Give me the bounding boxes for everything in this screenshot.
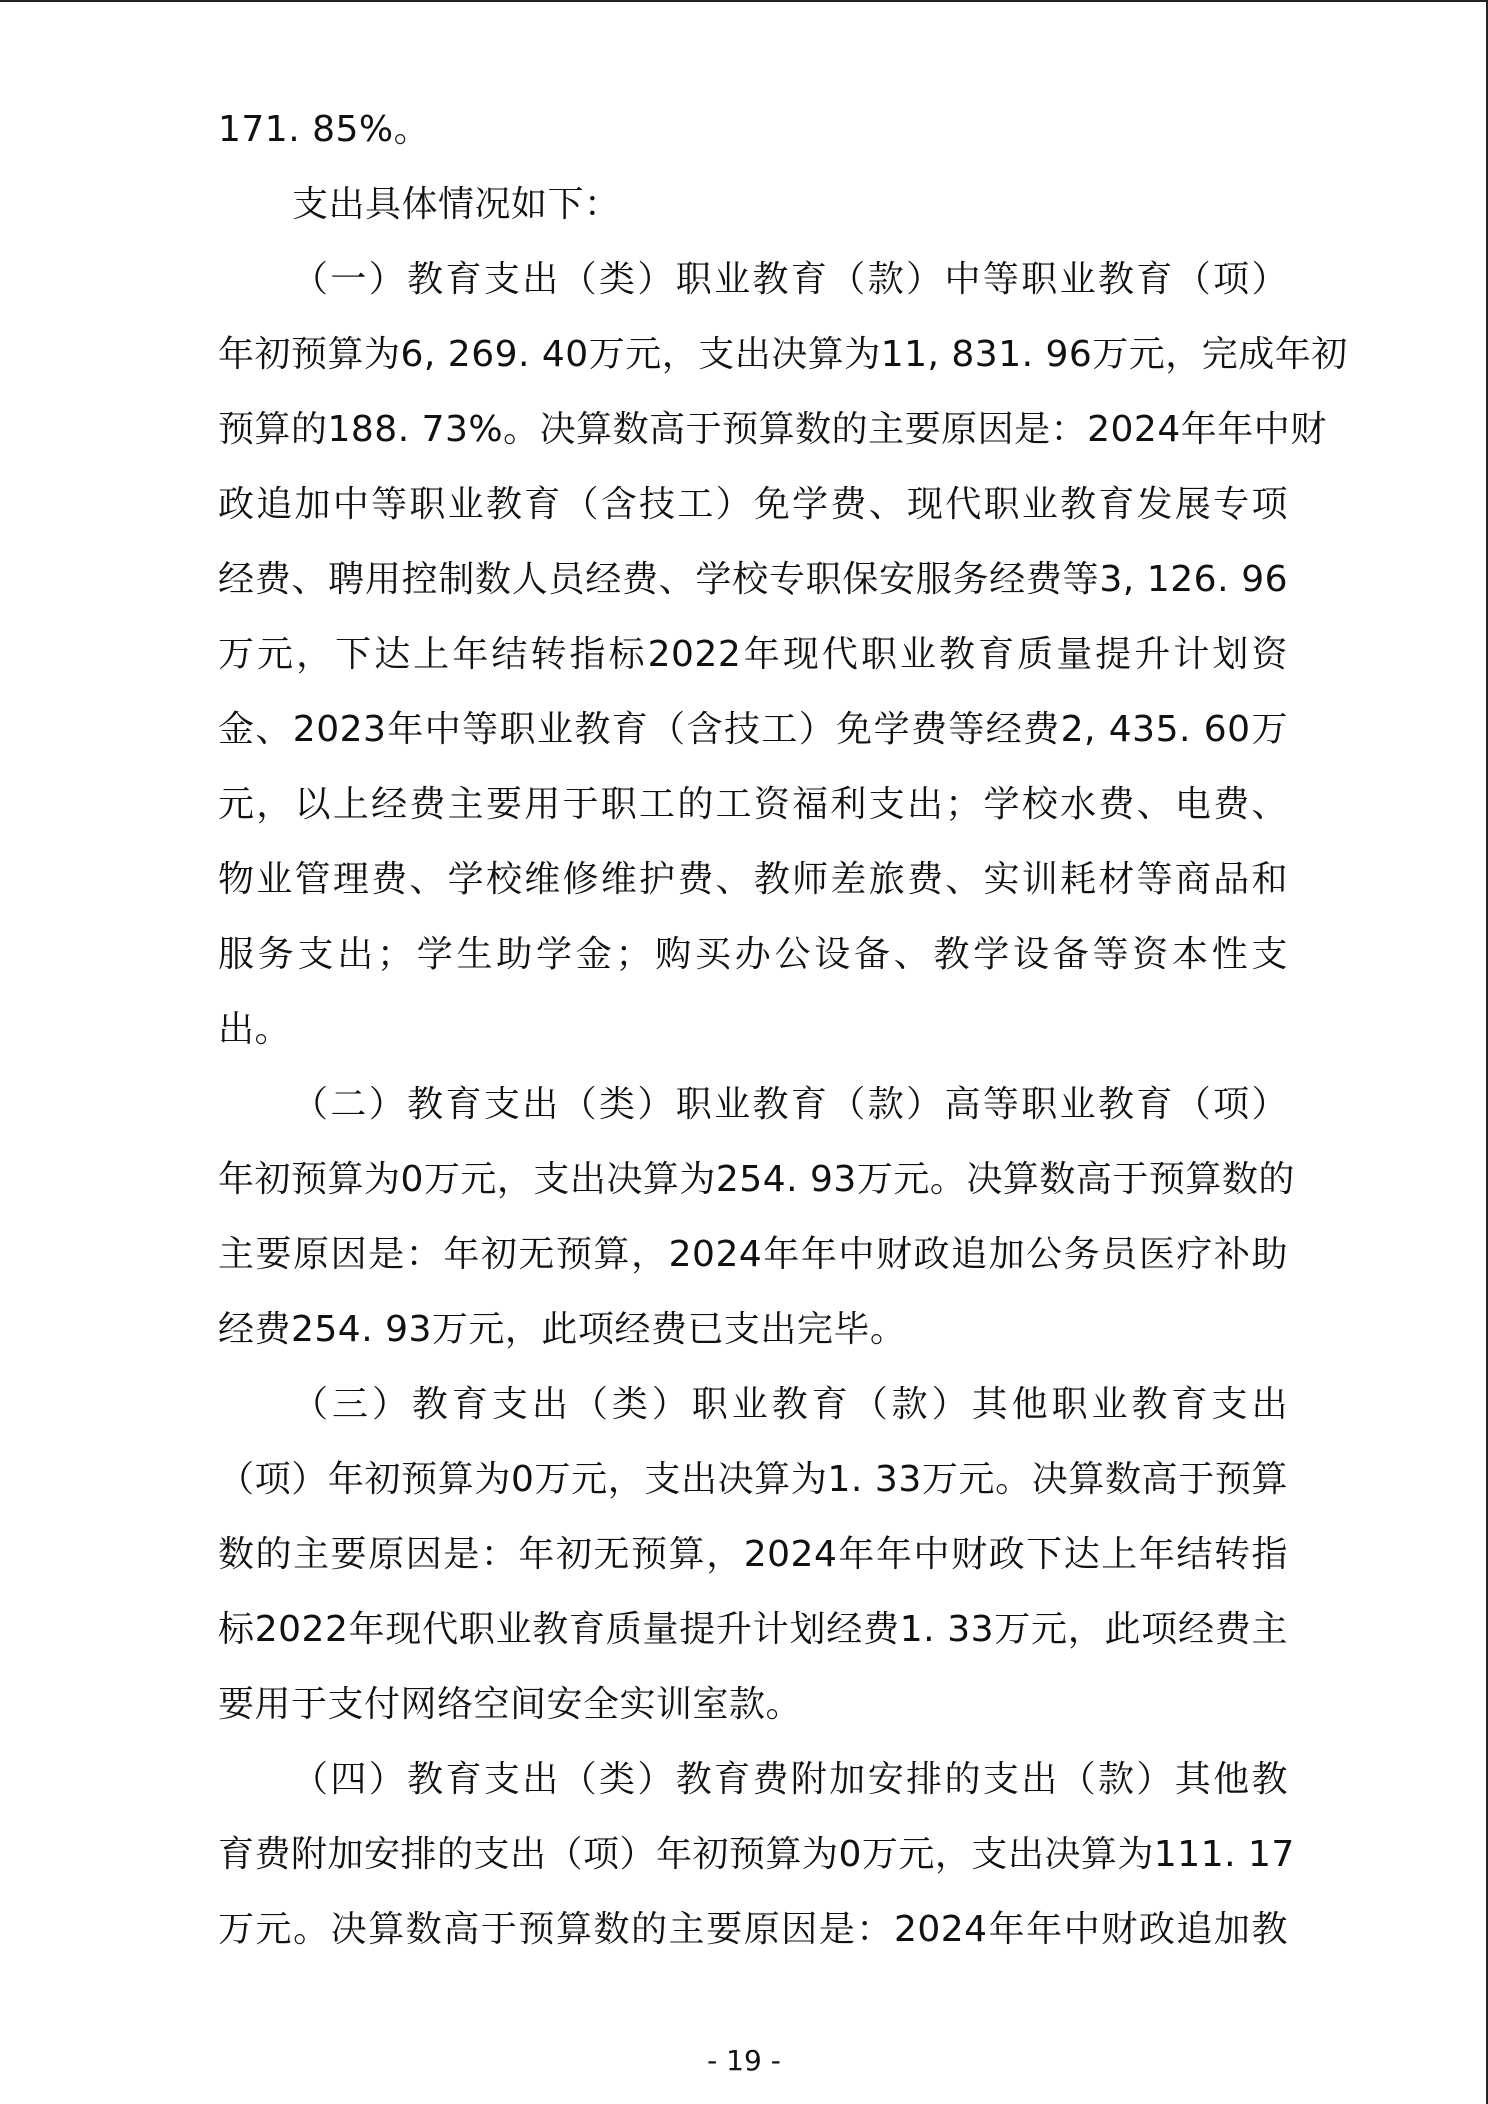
text-line: （项）年初预算为0万元，支出决算为1. 33万元。决算数高于预算: [218, 1459, 1288, 1500]
text-line: 支出具体情况如下：: [292, 184, 621, 225]
text-line: 育费附加安排的支出（项）年初预算为0万元，支出决算为111. 17: [218, 1834, 1295, 1875]
page-number: - 19 -: [707, 2044, 781, 2077]
text-line: 经费、聘用控制数人员经费、学校专职保安服务经费等3, 126. 96: [218, 559, 1288, 600]
document-body: [218, 92, 1348, 1967]
text-line: 万元。决算数高于预算数的主要原因是：2024年年中财政追加教: [218, 1909, 1288, 1950]
text-line: 年初预算为0万元，支出决算为254. 93万元。决算数高于预算数的: [218, 1159, 1295, 1200]
text-line: 171. 85%。: [218, 109, 431, 150]
text-line: 要用于支付网络空间安全实训室款。: [218, 1684, 803, 1725]
text-line: 标2022年现代职业教育质量提升计划经费1. 33万元，此项经费主: [218, 1609, 1288, 1650]
text-line: 主要原因是：年初无预算，2024年年中财政追加公务员医疗补助: [218, 1234, 1288, 1275]
text-line: （四）教育支出（类）教育费附加安排的支出（款）其他教: [292, 1759, 1288, 1800]
text-line: 数的主要原因是：年初无预算，2024年年中财政下达上年结转指: [218, 1534, 1288, 1575]
text-line: （二）教育支出（类）职业教育（款）高等职业教育（项）: [292, 1084, 1288, 1125]
top-border: [0, 0, 1488, 2]
text-line: 物业管理费、学校维修维护费、教师差旅费、实训耗材等商品和: [218, 859, 1288, 900]
text-line: 经费254. 93万元，此项经费已支出完毕。: [218, 1309, 907, 1350]
text-line: 政追加中等职业教育（含技工）免学费、现代职业教育发展专项: [218, 484, 1288, 525]
text-line: 元，以上经费主要用于职工的工资福利支出；学校水费、电费、: [218, 784, 1288, 825]
text-line: 万元，下达上年结转指标2022年现代职业教育质量提升计划资: [218, 634, 1288, 675]
text-line: 预算的188. 73%。决算数高于预算数的主要原因是：2024年年中财: [218, 409, 1327, 450]
text-line: 出。: [218, 1009, 292, 1050]
text-line: 金、2023年中等职业教育（含技工）免学费等经费2, 435. 60万: [218, 709, 1288, 750]
text-line: 年初预算为6, 269. 40万元，支出决算为11, 831. 96万元，完成年初: [218, 334, 1348, 375]
text-line: （三）教育支出（类）职业教育（款）其他职业教育支出: [292, 1384, 1288, 1425]
text-line: 服务支出；学生助学金；购买办公设备、教学设备等资本性支: [218, 934, 1288, 975]
text-line: （一）教育支出（类）职业教育（款）中等职业教育（项）: [292, 259, 1288, 300]
